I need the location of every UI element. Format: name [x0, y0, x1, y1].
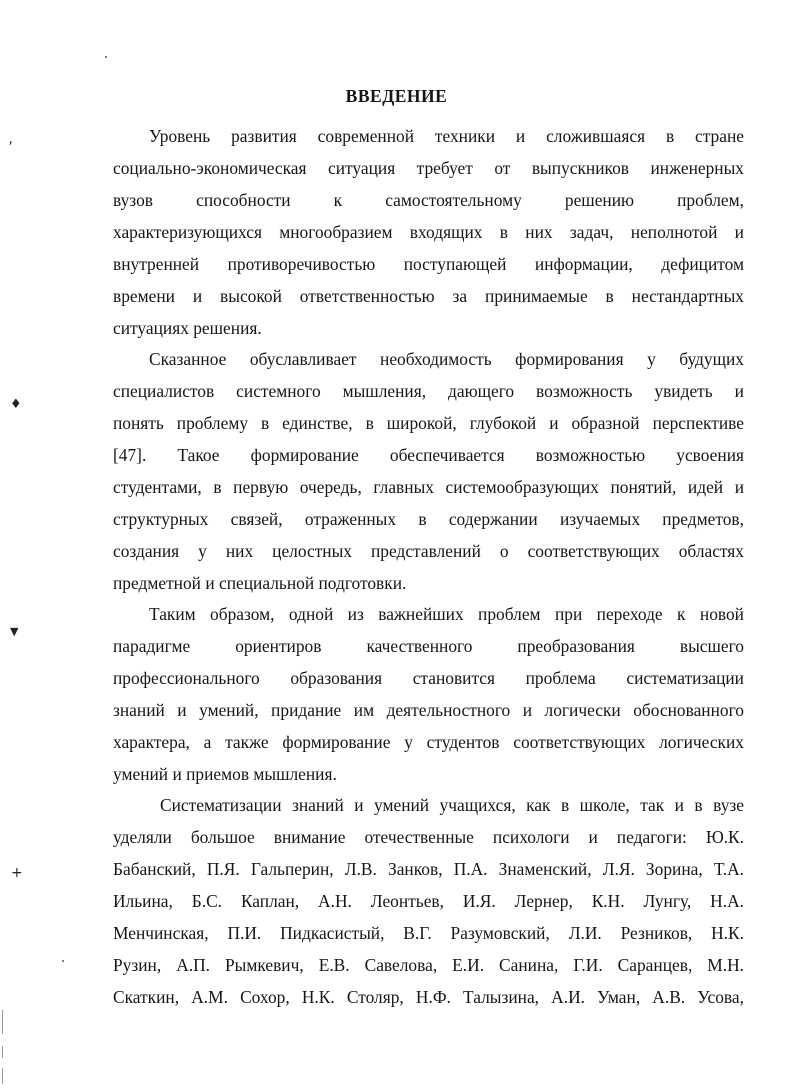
text-line: Ильина, Б.С. Каплан, А.Н. Леонтьев, И.Я. Лернер, К.Н. Лунгу, Н.А.: [113, 891, 744, 911]
text-line: профессионального образования становится проблема систематизации: [113, 668, 744, 688]
text-line: Скаткин, А.М. Сохор, Н.К. Столяр, Н.Ф. Талызина, А.И. Уман, А.В. Усова,: [113, 987, 744, 1007]
text-line: Рузин, А.П. Рымкевич, Е.В. Савелова, Е.И. Санина, Г.И. Саранцев, М.Н.: [113, 955, 744, 975]
scan-speck: [62, 960, 64, 962]
text-line: парадигме ориентиров качественного преобразования высшего: [113, 636, 744, 656]
text-line: умений и приемов мышления.: [113, 764, 337, 784]
margin-mark: ♦: [10, 397, 22, 412]
text-line: знаний и умений, придание им деятельностного и логически обоснованного: [113, 700, 744, 720]
text-line: внутренней противоречивостью поступающей информации, дефицитом: [113, 254, 744, 274]
text-line: уделяли большое внимание отечественные психологи и педагоги: Ю.К.: [113, 827, 744, 847]
text-line: вузов способности к самостоятельному решению проблем,: [113, 190, 744, 210]
scan-speck: [105, 56, 107, 58]
text-line: Таким образом, одной из важнейших проблем при переходе к новой: [149, 604, 744, 624]
text-line: предметной и специальной подготовки.: [113, 573, 407, 593]
text-line: Систематизации знаний и умений учащихся, как в школе, так и в вузе: [160, 795, 744, 815]
text-line: понять проблему в единстве, в широкой, глубокой и образной перспективе: [113, 413, 744, 433]
text-line: структурных связей, отраженных в содержании изучаемых предметов,: [113, 509, 744, 529]
text-line: специалистов системного мышления, дающего возможность увидеть и: [113, 381, 744, 401]
text-line: [47]. Такое формирование обеспечивается возможностью усвоения: [113, 445, 744, 465]
scan-edge-line: [2, 1068, 3, 1084]
scan-edge-line: [2, 1046, 3, 1058]
text-line: Сказанное обуславливает необходимость формирования у будущих: [149, 349, 744, 369]
scan-edge-line: [2, 1010, 3, 1034]
margin-mark: ⸴: [9, 133, 13, 149]
text-line: социально-экономическая ситуация требует от выпускников инженерных: [113, 158, 744, 178]
text-line: студентами, в первую очередь, главных системообразующих понятий, идей и: [113, 477, 744, 497]
page-title: ВВЕДЕНИЕ: [345, 86, 448, 106]
margin-mark: ▼: [10, 625, 19, 638]
text-line: Бабанский, П.Я. Гальперин, Л.В. Занков, П.А. Знаменский, Л.Я. Зорина, Т.А.: [113, 859, 744, 879]
text-line: времени и высокой ответственностью за принимаемые в нестандартных: [113, 286, 744, 306]
text-line: ситуациях решения.: [113, 318, 262, 338]
text-line: Менчинская, П.И. Пидкасистый, В.Г. Разумовский, Л.И. Резников, Н.К.: [113, 923, 744, 943]
text-line: характеризующихся многообразием входящих в них задач, неполнотой и: [113, 222, 744, 242]
text-line: характера, а также формирование у студентов соответствующих логических: [113, 732, 744, 752]
text-line: Уровень развития современной техники и сложившаяся в стране: [149, 126, 744, 146]
margin-mark: +: [11, 865, 23, 881]
text-line: создания у них целостных представлений о соответствующих областях: [113, 541, 744, 561]
